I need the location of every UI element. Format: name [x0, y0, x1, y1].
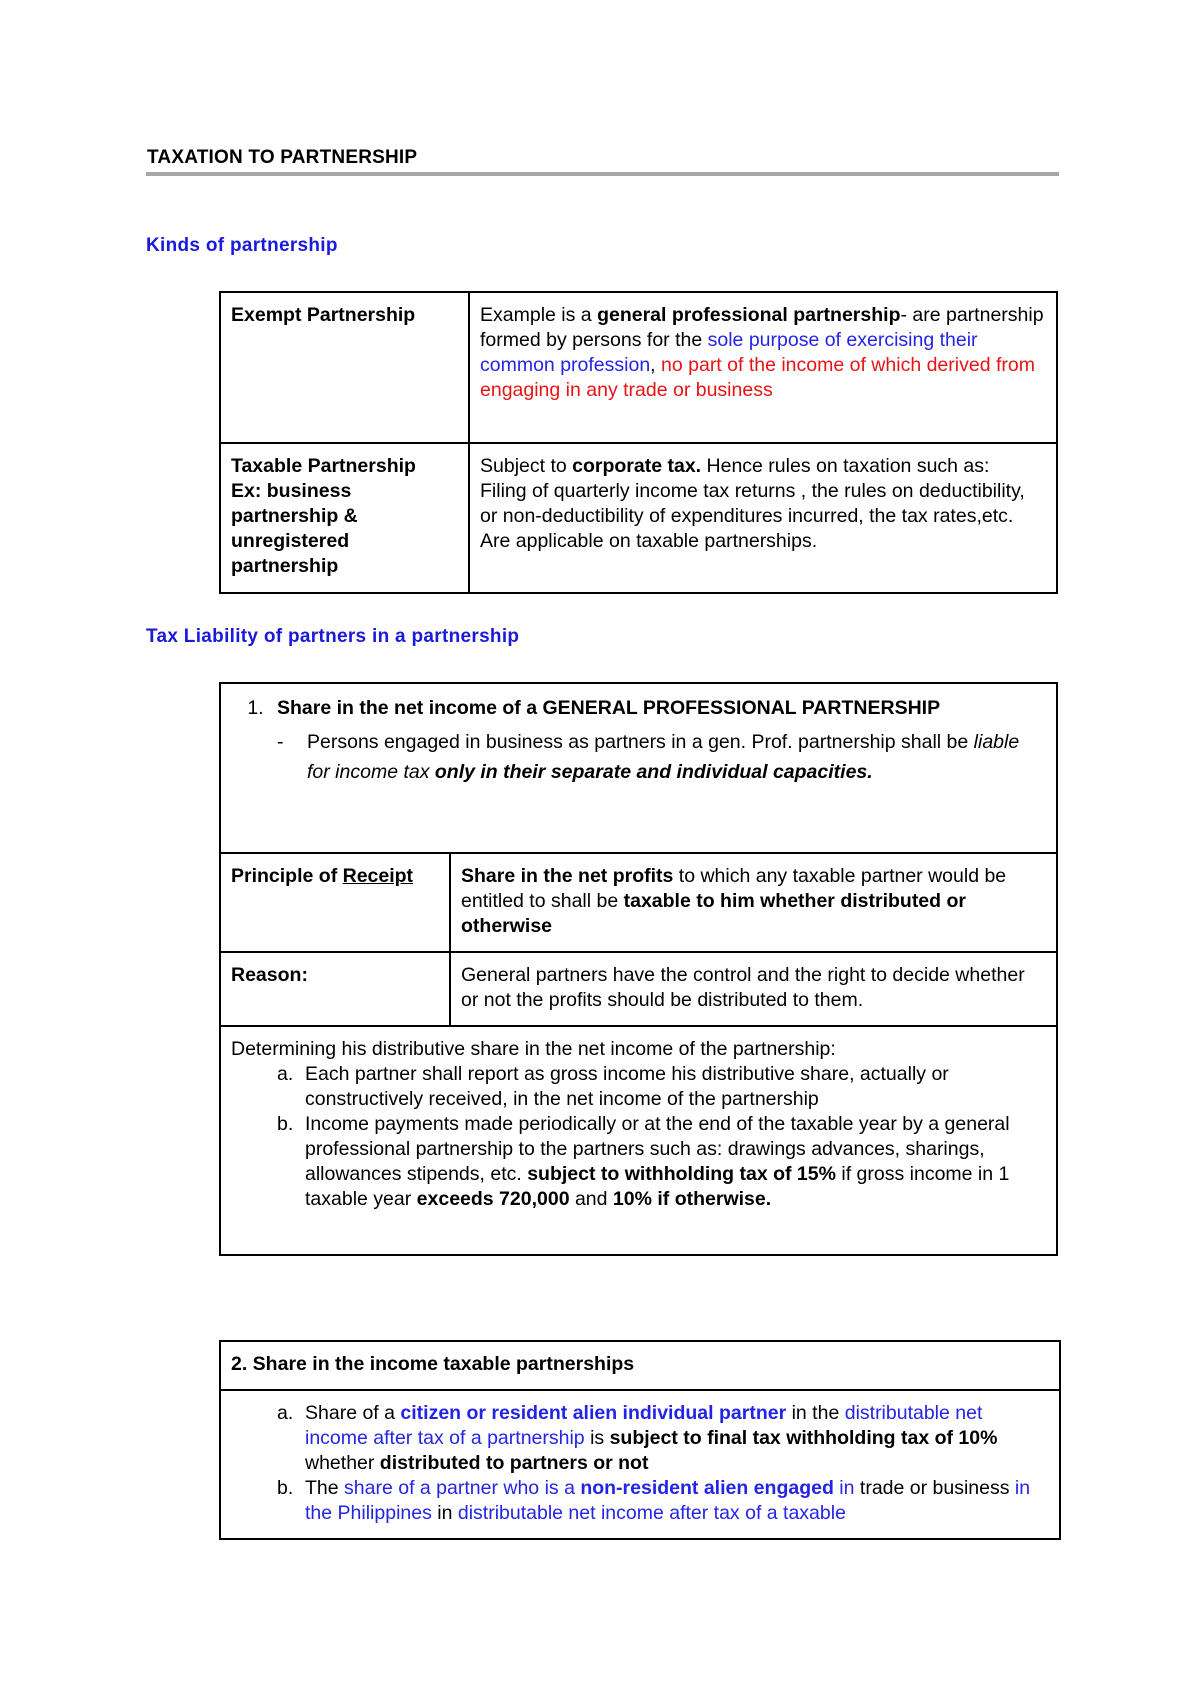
exempt-label: Exempt Partnership — [231, 304, 416, 326]
taxable-text-2: corporate tax. — [572, 455, 702, 477]
table-row — [220, 1026, 1057, 1255]
list-item — [231, 727, 1046, 787]
reason-text: General partners have the control and the right to decide whether or not the profits should be distributed to them. — [461, 964, 1025, 1011]
determining-b-text-4: exceeds 720,000 — [416, 1188, 570, 1210]
determining-b-text-1: Income payments made periodically or at the end of the taxable year by a general professional partnership to the partners such as: drawings advances, sharings, allowances stipends, etc. — [305, 1113, 1010, 1185]
list-item — [231, 1476, 1049, 1526]
table-row — [220, 1341, 1060, 1390]
taxable-label-cell — [220, 443, 469, 593]
exempt-text-4: sole purpose of exercising their common profession — [480, 329, 978, 376]
principle-label-b: Receipt — [342, 865, 414, 887]
taxable-example: Ex: business partnership & unregistered partnership — [231, 480, 358, 577]
exempt-text-5: , — [650, 354, 662, 376]
share-a-text-2: citizen or resident alien individual partner — [400, 1402, 787, 1424]
alpha-list — [231, 1062, 1046, 1212]
numbered-list — [231, 694, 1046, 723]
principle-label-cell — [220, 853, 450, 952]
reason-description-cell — [450, 952, 1057, 1026]
table-row — [220, 443, 1057, 593]
item1-title: Share in the net income of a GENERAL PROFESSIONAL PARTNERSHIP — [277, 697, 941, 719]
alpha-list — [231, 1401, 1049, 1526]
share-a-text-5: is — [584, 1427, 610, 1449]
table-row — [220, 853, 1057, 952]
list-marker-b: b. — [277, 1477, 294, 1499]
list-item — [231, 1062, 1046, 1112]
principle-label-a: Principle of — [231, 865, 343, 887]
general-professional-share-cell — [220, 683, 1057, 853]
reason-label: Reason: — [231, 964, 308, 986]
share-a-text-6: subject to final tax withholding tax of 10% — [609, 1427, 998, 1449]
taxable-label: Taxable Partnership — [231, 455, 416, 477]
taxable-description-cell — [469, 443, 1057, 593]
dash-marker: - — [277, 731, 284, 753]
determining-intro: Determining his distributive share in the net income of the partnership: — [231, 1038, 836, 1060]
table-row — [220, 952, 1057, 1026]
taxable-share-body-cell — [220, 1390, 1060, 1539]
share-b-text-5: trade or business — [854, 1477, 1015, 1499]
share-a-text-8: distributed to partners or not — [379, 1452, 649, 1474]
tax-liability-table — [219, 682, 1058, 1256]
exempt-text-3: - are partnership formed by persons for the — [480, 304, 1044, 351]
taxable-text-3: Hence rules on taxation such as: — [701, 455, 990, 477]
title-underline-rule — [146, 172, 1059, 176]
kinds-heading: Kinds of partnership — [146, 235, 338, 256]
share-a-text-3: in the — [786, 1402, 845, 1424]
list-item — [269, 694, 1046, 723]
list-marker-b: b. — [277, 1113, 294, 1135]
share-b-text-1: The — [305, 1477, 345, 1499]
share-a-text-4: distributable net income after tax of a partnership — [305, 1402, 983, 1449]
item1-text-2: liable for income tax — [307, 731, 1020, 783]
taxable-text-4: Filing of quarterly income tax returns , the rules on deductibility, or non-deductibility of expenditures incurred, the tax rates,etc. Are applicable on taxable partnerships. — [480, 480, 1025, 552]
principle-text-3: taxable to him whether distributed or otherwise — [461, 890, 966, 937]
share-b-text-7: in — [431, 1502, 458, 1524]
determining-b-text-2: subject to withholding tax of 15% — [527, 1163, 836, 1185]
exempt-label-cell — [220, 292, 469, 443]
list-marker-a: a. — [277, 1402, 294, 1424]
table-row — [220, 683, 1057, 853]
share-a-text-7: whether — [305, 1452, 380, 1474]
exempt-description-cell — [469, 292, 1057, 443]
list-item — [231, 1112, 1046, 1212]
table-row — [220, 1390, 1060, 1539]
share-b-text-2: share of a partner who is a — [344, 1477, 581, 1499]
determining-a-text: Each partner shall report as gross income his distributive share, actually or constructively received, in the net income of the partnership — [305, 1063, 949, 1110]
principle-text-1: Share in the net profits — [461, 865, 674, 887]
determining-b-text-3: if gross income in 1 taxable year — [305, 1163, 1010, 1210]
taxable-text-1: Subject to — [480, 455, 573, 477]
principle-description-cell — [450, 853, 1057, 952]
table-row — [220, 292, 1057, 443]
exempt-text-2: general professional partnership — [597, 304, 901, 326]
share-b-text-6: in the Philippines — [305, 1477, 1031, 1524]
taxable-partnership-share-table — [219, 1340, 1061, 1540]
share-b-text-8: distributable net income after tax of a taxable — [457, 1502, 846, 1524]
determining-share-cell — [220, 1026, 1057, 1255]
taxable-share-title-cell — [220, 1341, 1060, 1390]
reason-label-cell — [220, 952, 450, 1026]
list-item — [231, 1401, 1049, 1476]
liability-heading: Tax Liability of partners in a partnership — [146, 626, 520, 647]
principle-text-2: to which any taxable partner would be entitled to shall be — [461, 865, 1007, 912]
exempt-text-6: no part of the income of which derived from engaging in any trade or business — [480, 354, 1035, 401]
kinds-of-partnership-table — [219, 291, 1058, 594]
dash-list — [231, 727, 1046, 787]
taxable-share-title: 2. Share in the income taxable partnerships — [231, 1353, 635, 1375]
item1-text-4: only in their separate and individual capacities. — [434, 761, 873, 783]
determining-b-text-5: and — [569, 1188, 613, 1210]
exempt-text-1: Example is a — [480, 304, 598, 326]
determining-b-text-6: 10% if otherwise. — [612, 1188, 772, 1210]
list-marker-a: a. — [277, 1063, 294, 1085]
item1-text-1: Persons engaged in business as partners in a gen. Prof. partnership shall be — [307, 731, 974, 753]
share-b-text-4: in — [833, 1477, 855, 1499]
share-a-text-1: Share of a — [305, 1402, 401, 1424]
share-b-text-3: non-resident alien engaged — [580, 1477, 834, 1499]
document-title: TAXATION TO PARTNERSHIP — [147, 147, 418, 168]
